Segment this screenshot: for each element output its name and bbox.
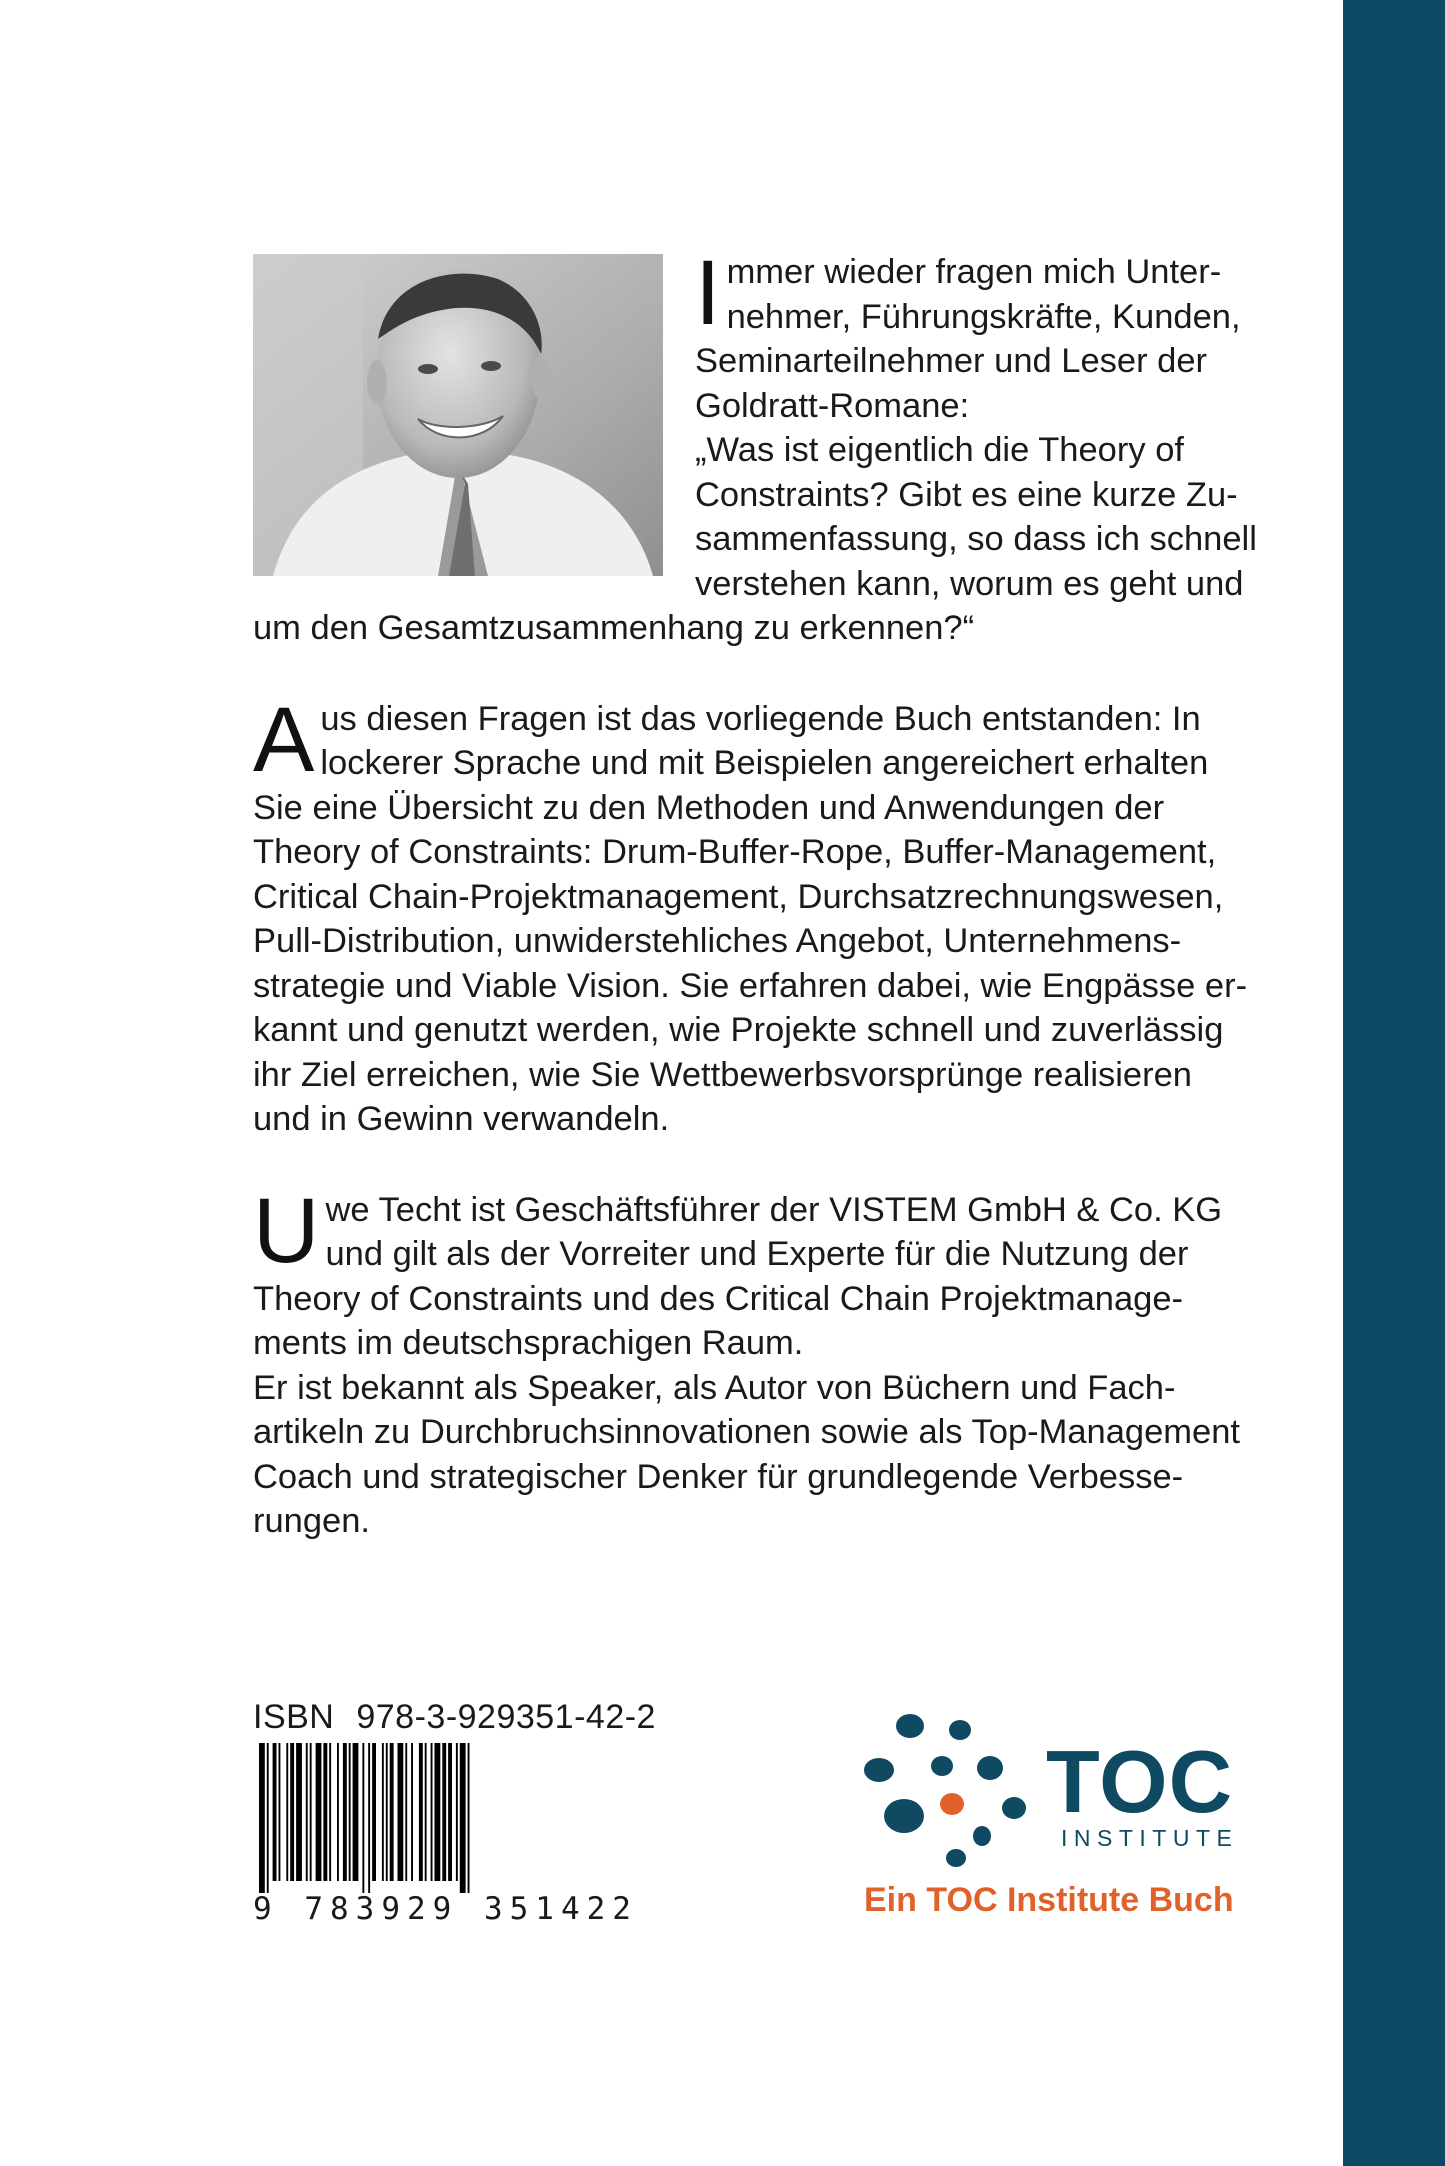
barcode-bar bbox=[372, 1743, 376, 1881]
barcode-bar bbox=[296, 1743, 302, 1881]
barcode-bar bbox=[390, 1743, 394, 1881]
logo-tagline: Ein TOC Institute Buch bbox=[864, 1881, 1234, 1919]
toc-dots-icon bbox=[864, 1708, 1044, 1878]
text-line: und in Gewinn verwandeln. bbox=[253, 1100, 670, 1138]
text-line: Seminarteilnehmer und Leser der bbox=[695, 342, 1208, 380]
barcode-bar bbox=[316, 1743, 322, 1881]
text-line: mmer wieder fragen mich Unter- bbox=[726, 253, 1222, 291]
barcode-bar bbox=[425, 1743, 427, 1881]
text-line: Goldratt-Romane: bbox=[695, 386, 970, 425]
barcode-bar bbox=[411, 1743, 413, 1881]
text-line: kannt und genutzt werden, wie Projekte schnell und zuverlässig bbox=[253, 1011, 1224, 1049]
back-cover-text bbox=[253, 242, 1259, 1544]
logo-institute-text: INSTITUTE bbox=[1061, 1825, 1239, 1851]
barcode-bar bbox=[349, 1743, 351, 1881]
barcode-bar bbox=[382, 1743, 384, 1881]
barcode-bar bbox=[343, 1743, 347, 1881]
text-line: lockerer Sprache und mit Beispielen angereichert erhalten bbox=[320, 744, 1209, 782]
dropcap-i: I bbox=[695, 242, 721, 344]
barcode-bar bbox=[310, 1743, 312, 1881]
isbn-label bbox=[253, 1698, 656, 1737]
text-line: um den Gesamtzusammenhang zu erkennen?“ bbox=[253, 609, 975, 647]
text-line: Theory of Constraints und des Critical Chain Projektmanage- bbox=[253, 1279, 1184, 1318]
text-line: rungen. bbox=[253, 1502, 371, 1540]
barcode-digits: 9 783929 351422 bbox=[253, 1891, 638, 1927]
text-line: Coach und strategischer Denker für grundlegende Verbesse- bbox=[253, 1457, 1184, 1496]
barcode-bar bbox=[386, 1743, 388, 1881]
barcode-bar bbox=[273, 1743, 277, 1881]
isbn-block bbox=[253, 1698, 656, 1927]
text-line: Theory of Constraints: Drum-Buffer-Rope, Buffer-Management, bbox=[253, 833, 1217, 871]
barcode-bar bbox=[368, 1743, 370, 1893]
intro-paragraph bbox=[253, 242, 1259, 651]
barcode-bar bbox=[353, 1743, 359, 1881]
text-line: us diesen Fragen ist das vorliegende Buch entstanden: In bbox=[320, 699, 1201, 738]
barcode-bar bbox=[337, 1743, 339, 1881]
barcode-bar bbox=[431, 1743, 433, 1881]
barcode-bar bbox=[259, 1743, 265, 1893]
text-line: we Techt ist Geschäftsführer der VISTEM GmbH & Co. KG bbox=[325, 1190, 1223, 1229]
barcode-bar bbox=[323, 1743, 327, 1881]
logo-toc-text: TOC bbox=[1046, 1732, 1234, 1831]
text-line: nehmer, Führungskräfte, Kunden, bbox=[726, 297, 1241, 336]
dropcap-u: U bbox=[253, 1179, 320, 1282]
isbn-prefix: ISBN bbox=[253, 1698, 335, 1736]
barcode-bar bbox=[442, 1743, 446, 1881]
barcode-bar bbox=[460, 1743, 466, 1893]
text-line: Critical Chain-Projektmanagement, Durchsatzrechnungswesen, bbox=[253, 877, 1224, 916]
barcode-bar bbox=[286, 1743, 288, 1881]
barcode-bar bbox=[435, 1743, 441, 1881]
author-bio-paragraph bbox=[253, 1179, 1259, 1544]
text-line: Sie eine Übersicht zu den Methoden und Anwendungen der bbox=[253, 788, 1165, 827]
text-line: Pull-Distribution, unwiderstehliches Angebot, Unternehmens- bbox=[253, 922, 1182, 960]
barcode-bar bbox=[456, 1743, 458, 1881]
barcode-bar bbox=[405, 1743, 407, 1881]
barcode-bar bbox=[329, 1743, 331, 1881]
publisher-logo bbox=[864, 1708, 1264, 1928]
barcode-bar bbox=[279, 1743, 281, 1881]
text-line: „Was ist eigentlich die Theory of bbox=[695, 431, 1184, 469]
barcode-bar bbox=[468, 1743, 470, 1893]
text-line: ihr Ziel erreichen, wie Sie Wettbewerbsvorsprünge realisieren bbox=[253, 1055, 1192, 1094]
barcode-bar bbox=[362, 1743, 364, 1893]
barcode-bar bbox=[398, 1743, 404, 1881]
text-line: artikeln zu Durchbruchsinnovationen sowie als Top-Management bbox=[253, 1413, 1240, 1451]
text-line: strategie und Viable Vision. Sie erfahren dabei, wie Engpässe er- bbox=[253, 966, 1248, 1005]
text-line: Er ist bekannt als Speaker, als Autor von Büchern und Fach- bbox=[253, 1368, 1176, 1407]
text-line: verstehen kann, worum es geht und bbox=[695, 564, 1244, 603]
barcode-bar bbox=[306, 1743, 308, 1881]
text-line: Constraints? Gibt es eine kurze Zu- bbox=[695, 475, 1238, 514]
barcode-bar bbox=[267, 1743, 269, 1893]
barcode-bar bbox=[448, 1743, 452, 1881]
book-description-paragraph bbox=[253, 688, 1259, 1142]
barcode-bar bbox=[290, 1743, 294, 1881]
text-line: sammenfassung, so dass ich schnell bbox=[695, 520, 1257, 558]
barcode-icon bbox=[253, 1743, 613, 1893]
author-photo-icon bbox=[253, 254, 663, 576]
dropcap-a: A bbox=[253, 688, 315, 791]
text-line: ments im deutschsprachigen Raum. bbox=[253, 1324, 804, 1362]
barcode-bar bbox=[419, 1743, 423, 1881]
isbn-number: 978-3-929351-42-2 bbox=[356, 1698, 656, 1736]
book-spine bbox=[1343, 0, 1445, 2166]
author-portrait bbox=[253, 254, 663, 576]
text-line: und gilt als der Vorreiter und Experte für die Nutzung der bbox=[325, 1235, 1189, 1273]
